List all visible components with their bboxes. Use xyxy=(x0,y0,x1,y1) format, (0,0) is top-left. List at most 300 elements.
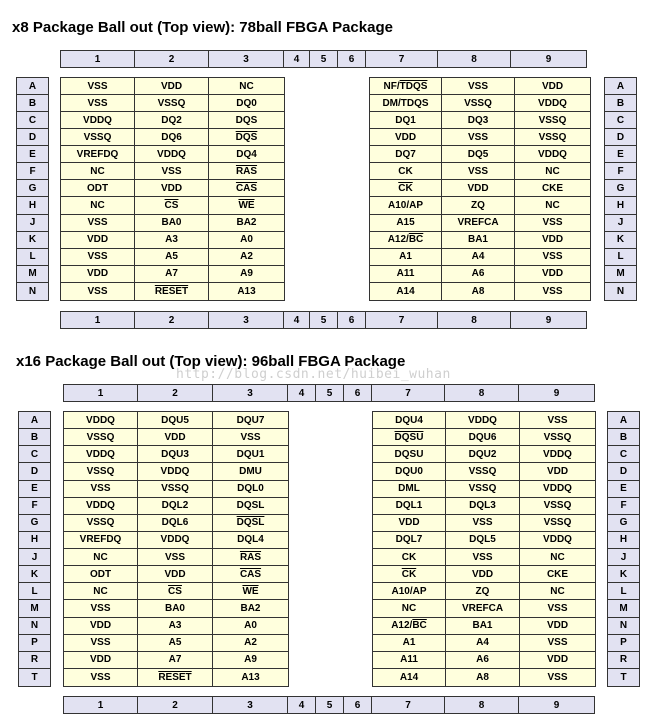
ball-signal: A10/AP xyxy=(373,583,446,599)
ball-signal: VDD xyxy=(61,266,135,282)
column-number: 8 xyxy=(438,312,511,328)
ball-signal: A15 xyxy=(370,215,442,231)
ball-signal: A13 xyxy=(241,671,260,683)
ball-row xyxy=(64,669,288,686)
row-letter: B xyxy=(17,95,48,112)
ball-signal: VDD xyxy=(61,232,135,248)
ball-signal: VSSQ xyxy=(64,515,138,531)
ball-signal: VSSQ xyxy=(543,431,572,443)
ball-signal: VDDQ xyxy=(543,534,572,546)
row-letter: N xyxy=(608,618,639,635)
ball-signal: VSSQ xyxy=(446,463,520,479)
ball-signal: A9 xyxy=(244,654,257,666)
ball-signal: VSS xyxy=(64,600,138,616)
ball-signal: $\overline{CAS}$ xyxy=(239,568,262,580)
ball-signal: VSS xyxy=(64,669,138,686)
ball-row xyxy=(64,498,288,515)
column-number: 7 xyxy=(366,51,438,67)
row-letter: G xyxy=(605,180,636,197)
row-letter: G xyxy=(19,515,50,532)
ball-row xyxy=(64,549,288,566)
ball-row xyxy=(64,412,288,429)
ball-signal: ZQ xyxy=(442,197,515,213)
ball-signal: VDDQ xyxy=(446,412,520,428)
ball-row xyxy=(373,635,595,652)
ball-row xyxy=(373,652,595,669)
ball-signal: A5 xyxy=(135,249,209,265)
row-letter: C xyxy=(605,112,636,129)
ball-signal: VSS xyxy=(61,283,135,300)
ball-signal: A2 xyxy=(240,251,253,263)
column-number: 1 xyxy=(61,312,135,328)
ball-signal: BA2 xyxy=(240,602,261,614)
section2-row-header-left xyxy=(18,411,51,687)
section1-row-header-right xyxy=(604,77,637,301)
ball-signal: VSSQ xyxy=(543,500,572,512)
ball-signal: $\overline{CK}$ xyxy=(370,180,442,196)
ball-row xyxy=(61,215,284,232)
row-letter: J xyxy=(19,549,50,566)
column-number: 7 xyxy=(372,385,445,401)
row-letter: A xyxy=(605,78,636,95)
ball-signal: DQ7 xyxy=(370,146,442,162)
ball-signal: VDDQ xyxy=(64,412,138,428)
ball-signal: NC xyxy=(373,600,446,616)
row-letter: N xyxy=(28,285,37,297)
row-letter: K xyxy=(608,566,639,583)
row-letter: F xyxy=(608,498,639,515)
x16-package-title: x16 Package Ball out (Top view): 96ball FBGA Package xyxy=(16,353,406,370)
ball-signal: A12/ $\overline{BC}$ xyxy=(373,618,446,634)
row-letter: B xyxy=(19,429,50,446)
row-letter: N xyxy=(19,618,50,635)
ball-row xyxy=(373,429,595,446)
ball-signal: CK xyxy=(370,163,442,179)
row-letter: P xyxy=(19,635,50,652)
ball-signal: VSS xyxy=(547,414,568,426)
ball-row xyxy=(373,669,595,686)
ball-signal: VSS xyxy=(547,637,568,649)
row-letter: F xyxy=(605,163,636,180)
ball-signal: DQ1 xyxy=(370,112,442,128)
row-letter: K xyxy=(19,566,50,583)
ball-row xyxy=(64,635,288,652)
ball-row xyxy=(64,446,288,463)
column-number: 1 xyxy=(64,697,138,713)
ball-signal: DQL2 xyxy=(138,498,213,514)
ball-row xyxy=(370,215,590,232)
ball-signal: $\overline{DQS}$ xyxy=(235,131,258,143)
ball-signal: DM/TDQS xyxy=(370,95,442,111)
ball-signal: A9 xyxy=(240,268,253,280)
ball-signal: VDDQ xyxy=(538,97,567,109)
ball-signal: VDDQ xyxy=(138,463,213,479)
x8-package-title: x8 Package Ball out (Top view): 78ball FBGA Package xyxy=(12,19,393,36)
ball-signal: A1 xyxy=(370,249,442,265)
ball-signal: VSS xyxy=(542,217,563,229)
section1-left-ball-grid xyxy=(60,77,285,301)
ball-row xyxy=(370,266,590,283)
ball-signal: NC xyxy=(545,165,560,177)
ball-signal: VSSQ xyxy=(64,429,138,445)
ball-signal: BA0 xyxy=(138,600,213,616)
ball-signal: VSS xyxy=(61,78,135,94)
row-letter: J xyxy=(605,215,636,232)
column-number: 3 xyxy=(209,312,284,328)
ball-signal: VSS xyxy=(135,163,209,179)
row-letter: N xyxy=(616,285,625,297)
row-letter: M xyxy=(19,600,50,617)
ball-signal: BA0 xyxy=(135,215,209,231)
section1-column-header-bottom xyxy=(60,311,587,329)
ball-row xyxy=(64,652,288,669)
ball-signal: DQSL xyxy=(236,517,265,529)
ball-signal: VSS xyxy=(240,431,261,443)
ball-signal: VDDQ xyxy=(138,532,213,548)
ball-signal: VSS xyxy=(547,671,568,683)
ball-signal: DQL3 xyxy=(446,498,520,514)
ball-row xyxy=(64,532,288,549)
section1-column-header-top xyxy=(60,50,587,68)
column-number: 3 xyxy=(213,385,288,401)
column-number: 4 xyxy=(284,312,310,328)
ball-signal: VREFDQ xyxy=(61,146,135,162)
row-letter: R xyxy=(19,652,50,669)
ball-row xyxy=(373,583,595,600)
ball-signal: A7 xyxy=(135,266,209,282)
ball-signal: VDD xyxy=(546,620,569,632)
row-letter: T xyxy=(620,671,627,683)
ball-signal: VDDQ xyxy=(64,498,138,514)
column-number: 5 xyxy=(316,385,344,401)
column-number: 5 xyxy=(310,312,338,328)
ball-signal: DQL7 xyxy=(373,532,446,548)
ball-signal: DQSU xyxy=(373,446,446,462)
column-number: 9 xyxy=(545,53,552,65)
ball-signal: A1 xyxy=(373,635,446,651)
row-letter: G xyxy=(608,515,639,532)
ball-signal: VDD xyxy=(541,268,564,280)
ball-row xyxy=(370,283,590,300)
ball-signal: BA1 xyxy=(442,232,515,248)
ball-row xyxy=(64,463,288,480)
ball-row xyxy=(64,515,288,532)
section2-column-header-top xyxy=(63,384,595,402)
row-letter: C xyxy=(19,446,50,463)
ball-signal: VSS xyxy=(446,515,520,531)
ball-signal: NC xyxy=(550,551,565,563)
row-letter: H xyxy=(605,197,636,214)
ball-row xyxy=(61,146,284,163)
column-number: 3 xyxy=(213,697,288,713)
ball-signal: DQU1 xyxy=(236,448,265,460)
ball-row xyxy=(373,566,595,583)
ball-signal: VSSQ xyxy=(135,95,209,111)
column-number: 2 xyxy=(138,385,213,401)
ball-signal: BA1 xyxy=(446,618,520,634)
ball-signal: DQU0 xyxy=(373,463,446,479)
watermark: http://blog.csdn.net/huibei_wuhan xyxy=(176,367,451,382)
ball-signal: CKE xyxy=(546,568,569,580)
row-letter: C xyxy=(608,446,639,463)
column-number: 2 xyxy=(135,312,209,328)
row-letter: G xyxy=(17,180,48,197)
column-number: 9 xyxy=(553,699,560,711)
ball-row xyxy=(373,463,595,480)
ball-signal: VREFCA xyxy=(446,600,520,616)
ball-signal: A5 xyxy=(138,635,213,651)
row-letter: L xyxy=(605,249,636,266)
ball-signal: $\overline{CAS}$ xyxy=(235,182,258,194)
row-letter: B xyxy=(608,429,639,446)
ball-signal: $\overline{RAS}$ xyxy=(239,551,262,563)
ball-signal: A0 xyxy=(240,234,253,246)
ball-signal: DQU3 xyxy=(138,446,213,462)
ball-signal: $\overline{CS}$ xyxy=(138,583,213,599)
row-letter: J xyxy=(608,549,639,566)
ball-signal: DQSU xyxy=(373,429,446,445)
column-number: 9 xyxy=(545,314,552,326)
ball-signal: CK xyxy=(373,549,446,565)
column-number: 2 xyxy=(138,697,213,713)
ball-signal: NC xyxy=(239,80,254,92)
ball-signal: VSS xyxy=(442,78,515,94)
column-number: 4 xyxy=(284,51,310,67)
column-number: 5 xyxy=(310,51,338,67)
ball-signal: ODT xyxy=(61,180,135,196)
ball-signal: RESET xyxy=(135,283,209,300)
column-number: 6 xyxy=(344,697,372,713)
ball-signal: NC xyxy=(61,163,135,179)
row-letter: C xyxy=(17,112,48,129)
ball-row xyxy=(373,600,595,617)
ball-signal: NC xyxy=(545,199,560,211)
row-letter: H xyxy=(17,197,48,214)
row-letter: M xyxy=(608,600,639,617)
ball-signal: NC xyxy=(64,583,138,599)
ball-signal: DQS xyxy=(235,114,258,126)
ball-signal: DQU7 xyxy=(236,414,265,426)
ball-signal: A6 xyxy=(442,266,515,282)
row-letter: K xyxy=(605,232,636,249)
ball-signal: VSS xyxy=(547,602,568,614)
ball-signal: VDD xyxy=(370,129,442,145)
ball-signal: VDD xyxy=(64,652,138,668)
row-letter: D xyxy=(17,129,48,146)
ball-signal: VDDQ xyxy=(538,148,567,160)
ball-signal: VSSQ xyxy=(538,131,567,143)
ball-signal: VDDQ xyxy=(543,448,572,460)
ball-signal: A11 xyxy=(370,266,442,282)
ball-row xyxy=(61,95,284,112)
ball-signal: DQ6 xyxy=(135,129,209,145)
ball-signal: VSSQ xyxy=(64,463,138,479)
row-letter: D xyxy=(19,463,50,480)
ball-signal: VDD xyxy=(135,78,209,94)
ball-signal: BA2 xyxy=(236,217,257,229)
row-letter: A xyxy=(19,412,50,429)
ball-row xyxy=(370,249,590,266)
ball-row xyxy=(373,498,595,515)
row-letter: H xyxy=(608,532,639,549)
ball-signal: VDDQ xyxy=(61,112,135,128)
ball-signal: VSS xyxy=(61,249,135,265)
row-letter: E xyxy=(608,481,639,498)
column-number: 6 xyxy=(344,385,372,401)
ball-signal: VDD xyxy=(546,654,569,666)
ball-signal: DQL1 xyxy=(373,498,446,514)
ball-row xyxy=(370,232,590,249)
ball-row xyxy=(61,283,284,300)
row-letter: P xyxy=(608,635,639,652)
ball-signal: RESET xyxy=(138,669,213,686)
ball-signal: NC xyxy=(550,585,565,597)
ball-signal: VSS xyxy=(446,549,520,565)
column-number: 9 xyxy=(553,387,560,399)
row-letter: E xyxy=(605,146,636,163)
ball-signal: VSS xyxy=(138,549,213,565)
ball-signal: A3 xyxy=(138,618,213,634)
column-number: 4 xyxy=(288,697,316,713)
row-letter: F xyxy=(17,163,48,180)
ball-signal: A8 xyxy=(442,283,515,300)
ball-signal: A11 xyxy=(373,652,446,668)
ball-row xyxy=(61,129,284,146)
ball-signal: $\overline{CK}$ xyxy=(373,566,446,582)
row-letter: F xyxy=(19,498,50,515)
row-letter: D xyxy=(608,463,639,480)
row-letter: L xyxy=(19,583,50,600)
column-number: 8 xyxy=(438,51,511,67)
ball-signal: VSSQ xyxy=(538,114,567,126)
ball-signal: DQ3 xyxy=(442,112,515,128)
ball-signal: DQL0 xyxy=(237,483,264,495)
row-letter: A xyxy=(608,412,639,429)
ball-signal: $\overline{RAS}$ xyxy=(235,165,258,177)
ball-signal: A14 xyxy=(370,283,442,300)
ball-signal: A13 xyxy=(237,285,256,297)
ball-signal: VSSQ xyxy=(543,517,572,529)
ball-signal: VDD xyxy=(138,429,213,445)
ball-signal: DQU2 xyxy=(446,446,520,462)
ball-signal: VDDQ xyxy=(64,446,138,462)
ball-row xyxy=(64,583,288,600)
ball-signal: VDD xyxy=(541,234,564,246)
ball-signal: VDD xyxy=(546,465,569,477)
ball-signal: DQSL xyxy=(236,500,265,512)
column-number: 6 xyxy=(338,51,366,67)
ball-signal: $\overline{WE}$ xyxy=(238,199,255,211)
section2-column-header-bottom xyxy=(63,696,595,714)
ball-signal: NF/ TDQS xyxy=(370,78,442,94)
ball-row xyxy=(370,95,590,112)
ball-signal: A8 xyxy=(446,669,520,686)
ball-signal: VSSQ xyxy=(442,95,515,111)
ball-signal: VSS xyxy=(542,251,563,263)
ball-signal: A14 xyxy=(373,669,446,686)
ball-row xyxy=(64,600,288,617)
ball-signal: DMU xyxy=(239,465,262,477)
ball-signal: CKE xyxy=(541,182,564,194)
column-number: 6 xyxy=(338,312,366,328)
ball-signal: DQU6 xyxy=(446,429,520,445)
section2-right-ball-grid xyxy=(372,411,596,687)
ball-signal: VSSQ xyxy=(138,481,213,497)
section2-left-ball-grid xyxy=(63,411,289,687)
ball-signal: VDD xyxy=(446,566,520,582)
row-letter: T xyxy=(31,671,38,683)
ball-signal: VREFCA xyxy=(442,215,515,231)
ball-signal: VREFDQ xyxy=(64,532,138,548)
ball-signal: A0 xyxy=(244,620,257,632)
column-number: 2 xyxy=(135,51,209,67)
ball-row xyxy=(373,412,595,429)
ball-row xyxy=(373,446,595,463)
ball-signal: DQL4 xyxy=(237,534,264,546)
column-number: 4 xyxy=(288,385,316,401)
ball-signal: A4 xyxy=(442,249,515,265)
row-letter: E xyxy=(17,146,48,163)
ball-signal: DQ0 xyxy=(236,97,257,109)
ball-row xyxy=(64,566,288,583)
ball-signal: DQU5 xyxy=(138,412,213,428)
section1-right-ball-grid xyxy=(369,77,591,301)
ball-row xyxy=(370,78,590,95)
column-number: 3 xyxy=(209,51,284,67)
ball-signal: A7 xyxy=(138,652,213,668)
ball-row xyxy=(61,180,284,197)
ball-signal: VDD xyxy=(373,515,446,531)
row-letter: J xyxy=(17,215,48,232)
ball-signal: VSS xyxy=(442,163,515,179)
ball-signal: A6 xyxy=(446,652,520,668)
ball-signal: VSS xyxy=(64,635,138,651)
row-letter: L xyxy=(608,583,639,600)
ball-signal: VDDQ xyxy=(543,483,572,495)
column-number: 7 xyxy=(372,697,445,713)
ball-signal: DQ2 xyxy=(135,112,209,128)
ball-row xyxy=(61,112,284,129)
ball-row xyxy=(61,78,284,95)
column-number: 1 xyxy=(61,51,135,67)
ball-signal: $\overline{WE}$ xyxy=(242,585,259,597)
column-number: 7 xyxy=(366,312,438,328)
column-number: 5 xyxy=(316,697,344,713)
ball-signal: DQU4 xyxy=(373,412,446,428)
ball-signal: DQ5 xyxy=(442,146,515,162)
ball-row xyxy=(61,266,284,283)
column-number: 8 xyxy=(445,697,519,713)
row-letter: H xyxy=(19,532,50,549)
ball-row xyxy=(370,180,590,197)
ball-row xyxy=(61,249,284,266)
ball-signal: VDDQ xyxy=(135,146,209,162)
ball-signal: A12/ $\overline{BC}$ xyxy=(370,232,442,248)
column-number: 8 xyxy=(445,385,519,401)
ball-row xyxy=(370,146,590,163)
row-letter: E xyxy=(19,481,50,498)
ball-signal: DML xyxy=(373,481,446,497)
ball-row xyxy=(370,197,590,214)
ball-signal: VSS xyxy=(61,215,135,231)
ball-signal: A10/AP xyxy=(370,197,442,213)
ball-row xyxy=(64,429,288,446)
ball-signal: VDD xyxy=(442,180,515,196)
row-letter: K xyxy=(17,232,48,249)
ball-row xyxy=(64,618,288,635)
row-letter: L xyxy=(17,249,48,266)
ball-row xyxy=(373,549,595,566)
